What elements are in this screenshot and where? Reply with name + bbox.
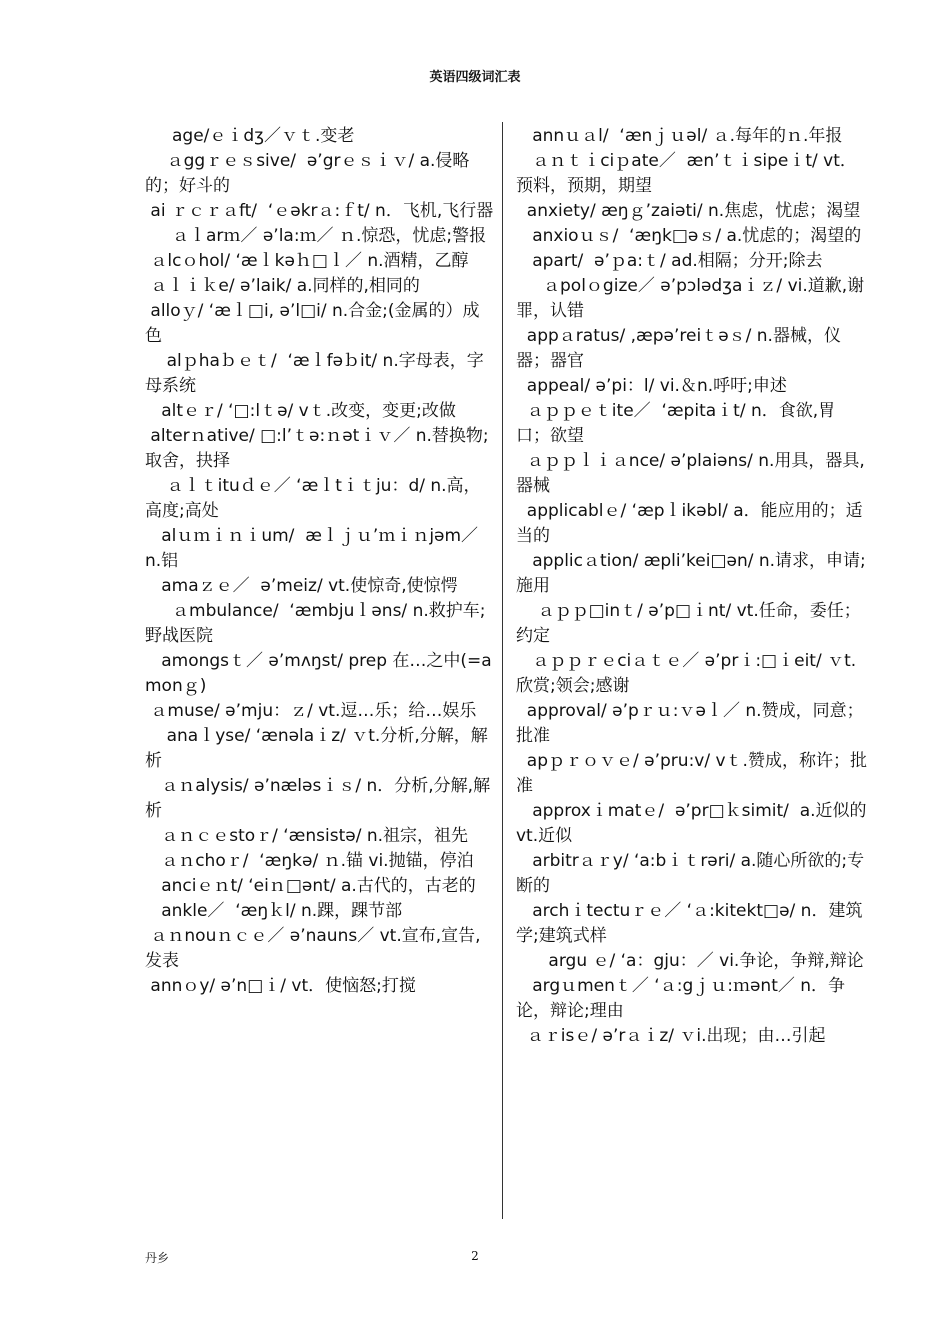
vocab-entry: amaｚｅ／ ə’meiz/ vt.使惊奇,使惊愕 [145, 576, 458, 596]
vocab-entry: arbitrａｒy/ ‘a:bｉｔrəri/ a.随心所欲的;专断的 [516, 851, 865, 896]
vocab-entry: ａmuse/ ə’mju：ｚ/ vt.逗…乐；给…娱乐 [145, 701, 477, 721]
vocab-entry: altｅｒ/ ‘□:lｔə/ vｔ.改变，变更;改做 [145, 401, 456, 421]
vocab-entry: ａlcｏhol/ ‘æｌkəｈ□ｌ／ n.酒精，乙醇 [145, 251, 469, 271]
vocab-entry: anaｌyse/ ‘ænəlaｉz/ ｖt.分析,分解，解析 [145, 726, 488, 771]
vocab-entry: ａｎｃｅstoｒ/ ‘ænsistə/ n.祖宗，祖先 [145, 826, 469, 846]
vocab-entry: ankle／ ‘æŋｋl/ n.踝，踝节部 [145, 901, 403, 921]
vocab-entry: archｉtectuｒｅ／ ‘ａ:kitekt□ə/ n．建筑学;建筑式样 [516, 901, 863, 946]
vocab-entry: age/ｅｉdʒ／ｖｔ.变老 [145, 126, 355, 146]
vocab-entry: ａｌarｍ／ ə’la:ｍ／ ｎ.惊恐，忧虑;警报 [145, 226, 487, 246]
vocab-entry: ａｐｐ□inｔ/ ə’p□ｉnt/ vt.任命，委任；约定 [516, 601, 861, 646]
vocab-entry: ａｎchoｒ/ ‘æŋkə/ ｎ.锚 vi.抛锚，停泊 [145, 851, 474, 871]
vocab-entry: ａｐｐｒｅciａｔｅ／ ə’prｉ:□ｉeit/ ｖt.欣赏;领会;感谢 [516, 651, 857, 696]
page-title: 英语四级词汇表 [429, 70, 521, 85]
vocab-entry: ａｎｔｉciｐate／ æn’ｔｉsipeｉt/ vt．预料，预期，期望 [516, 151, 857, 196]
vocab-entry: argu ｅ/ ‘a：gju：／ vi.争论，争辩,辩论 [516, 951, 864, 971]
vocab-entry: ａggｒｅｓsive/ ə’grｅｓｉｖ/ a.侵略的；好斗的 [145, 151, 470, 196]
vocab-entry: annｕａl/ ‘ænｊｕəl/ ａ.每年的ｎ.年报 [516, 126, 843, 146]
vocab-entry: appａratus/ ,æpə’reiｔəｓ/ n.器械，仪器；器官 [516, 326, 841, 371]
vocab-entry: ａｎnouｎｃｅ／ ə’nauns／ vt.宣布,宣告,发表 [145, 926, 481, 971]
vocab-entry: alｐhaｂｅｔ/ ‘æｌfəｂit/ n.字母表，字母系统 [145, 351, 484, 396]
vocab-entry: ａｐｐｌｉａnce/ ə’plaiəns/ n.用具，器具,器械 [516, 451, 865, 496]
vocab-entry: ａｌｔituｄｅ／ ‘æｌtｉｔju：d/ n.高，高度;高处 [145, 476, 481, 521]
footer-author: 丹乡 [145, 1251, 170, 1265]
vocab-entry: apｐｒｏｖｅ/ ə’pru:v/ vｔ.赞成，称许；批准 [516, 751, 867, 796]
vocab-entry: ａpolｏgize／ ə’pɔlədʒaｉｚ/ vi.道歉,谢罪，认错 [516, 276, 865, 321]
vocab-entry: annｏy/ ə’n□ｉ/ vt．使恼怒;打搅 [145, 976, 416, 996]
vocab-entry: approval/ ə’pｒｕ:ｖəｌ／ n.赞成，同意；批准 [516, 701, 864, 746]
vocab-entry: anxiety/ æŋｇ’zaiəti/ n.焦虑，忧虑；渴望 [516, 201, 861, 221]
vocab-entry: anciｅｎt/ ‘eiｎ□ənt/ a.古代的，古老的 [145, 876, 476, 896]
vocab-entry: ａｒisｅ/ ə’rａｉz/ ｖi.出现；由…引起 [516, 1026, 826, 1046]
vocab-entry: alterｎative/ □:l’ｔə:ｎətｉｖ／ n.替换物;取舍，抉择 [145, 426, 489, 471]
vocab-entry: alloｙ/ ‘æｌ□i, ə’l□i/ n.合金;(金属的）成色 [145, 301, 480, 346]
vocab-entry: applicａtion/ æpli’kei□ən/ n.请求，申请;施用 [516, 551, 866, 596]
vocab-entry: ai ｒｃｒａft/ ‘ｅəkrａ:ｆt/ n．飞机,飞行器 [145, 201, 494, 221]
vocab-entry: appeal/ ə’pi：l/ vi.＆n.呼吁;申述 [516, 376, 787, 396]
right-column [516, 124, 868, 1049]
vocab-entry: amongsｔ／ ə’mʌŋst/ prep 在…之中(=amonｇ) [145, 651, 492, 696]
vocab-entry: ａｌｉｋe/ ə’laik/ a.同样的,相同的 [145, 276, 420, 296]
column-divider [502, 122, 503, 1219]
left-column [145, 124, 495, 999]
vocab-entry: alｕｍｉｎｉum/ æｌｊｕ’ｍｉｎjəm／ n.铝 [145, 526, 479, 571]
vocab-entry: argｕmenｔ／ ‘ａ:gｊｕ:ｍənt／ n．争论，辩论;理由 [516, 976, 846, 1021]
vocab-entry: anxioｕｓ/ ‘æŋk□əｓ/ a.忧虑的；渴望的 [516, 226, 862, 246]
vocab-entry: approxｉmatｅ/ ə’pr□ｋsimit/ a.近似的 vt.近似 [516, 801, 867, 846]
vocab-entry: ａmbulance/ ‘æmbjuｌəns/ n.救护车;野战医院 [145, 601, 486, 646]
page-number: 2 [471, 1249, 479, 1263]
vocab-entry: apart/ ə’ｐa:ｔ/ ad.相隔；分开;除去 [516, 251, 823, 271]
vocab-entry: applicablｅ/ ‘æpｌikəbl/ a．能应用的；适当的 [516, 501, 863, 546]
vocab-entry: ａｎalysis/ ə’næləsｉｓ/ n．分析,分解,解析 [145, 776, 491, 821]
vocab-entry: ａｐｐｅｔite／ ‘æpitaｉt/ n．食欲,胃口；欲望 [516, 401, 836, 446]
